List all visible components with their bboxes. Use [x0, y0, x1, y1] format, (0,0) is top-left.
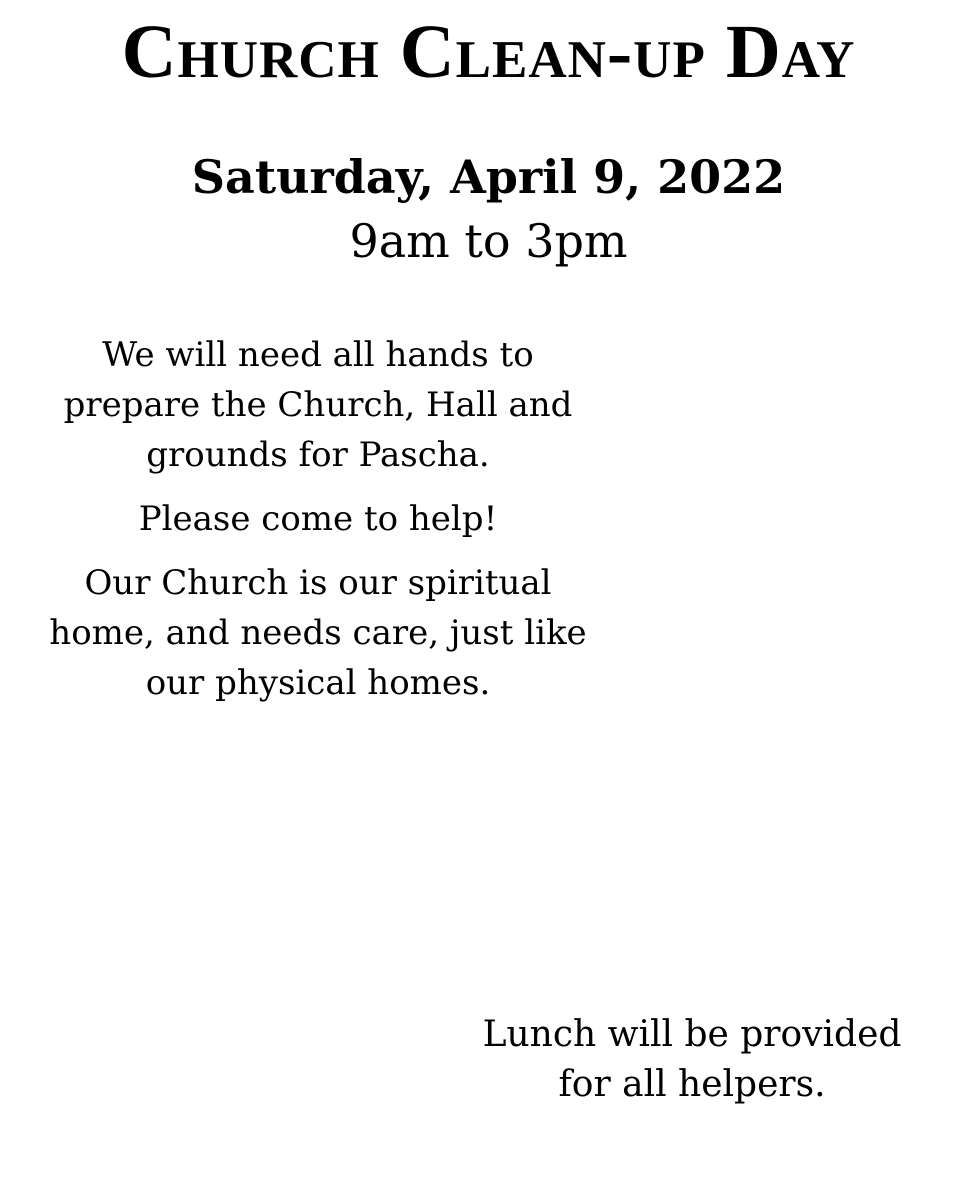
spiritual-home-line-3: our physical homes. [145, 663, 491, 703]
flyer-title: Church Clean-up Day [121, 10, 856, 94]
event-date: Saturday, April 9, 2022 [191, 150, 786, 204]
spiritual-home-line-2: home, and needs care, just like [49, 613, 587, 653]
all-hands-paragraph [18, 330, 618, 480]
spiritual-home-paragraph [18, 558, 618, 708]
all-hands-line-1: We will need all hands to [102, 335, 534, 375]
lunch-line-2: for all helpers. [558, 1064, 826, 1105]
please-help-text: Please come to help! [138, 499, 498, 539]
lunch-line-1: Lunch will be provided [482, 1014, 902, 1055]
lunch-note [462, 1010, 922, 1110]
all-hands-line-2: prepare the Church, Hall and [63, 385, 573, 425]
body-text-column [18, 330, 618, 708]
all-hands-line-3: grounds for Pascha. [146, 435, 490, 475]
event-time: 9am to 3pm [349, 214, 628, 268]
spiritual-home-line-1: Our Church is our spiritual [84, 563, 552, 603]
